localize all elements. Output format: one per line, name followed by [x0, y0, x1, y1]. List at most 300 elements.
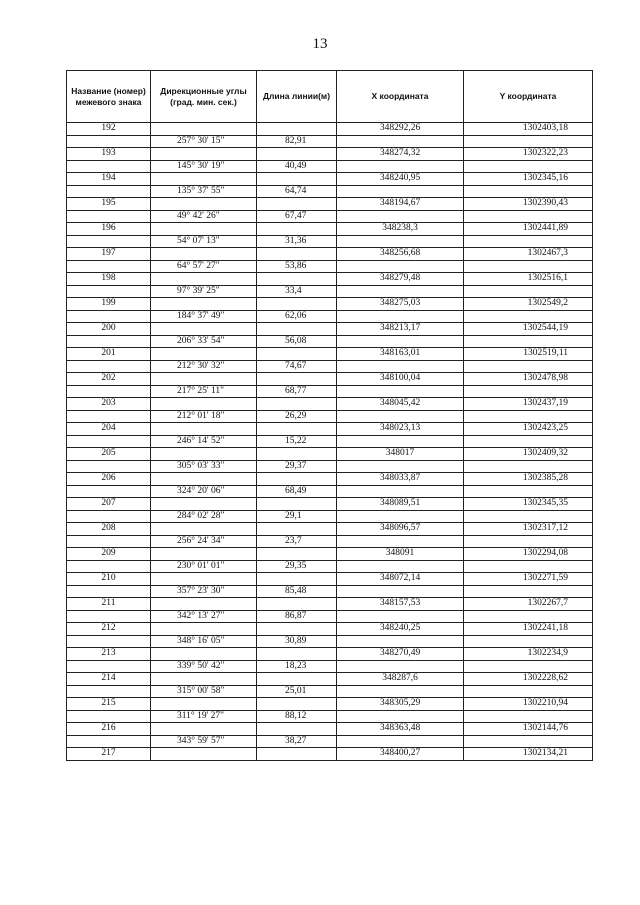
y-coordinate-cell — [464, 285, 593, 298]
bearing-angle-cell — [151, 648, 257, 661]
line-length-cell — [257, 198, 337, 211]
bearing-angle-cell — [151, 573, 257, 586]
table-row — [67, 248, 593, 261]
table-row — [67, 723, 593, 736]
point-name-cell: 199 — [67, 298, 151, 311]
table-row — [67, 173, 593, 186]
table-row — [67, 735, 593, 748]
line-length-cell — [257, 298, 337, 311]
point-name-cell: 203 — [67, 398, 151, 411]
x-coordinate-cell — [337, 485, 464, 498]
x-coordinate-cell: 348292,26 — [337, 123, 464, 136]
line-length-cell — [257, 648, 337, 661]
bearing-angle-cell — [151, 448, 257, 461]
line-length-cell — [257, 673, 337, 686]
x-coordinate-cell: 348163,01 — [337, 348, 464, 361]
line-length-cell — [257, 723, 337, 736]
line-length-cell: 53,86 — [257, 260, 337, 273]
x-coordinate-cell — [337, 260, 464, 273]
y-coordinate-cell — [464, 560, 593, 573]
line-length-cell — [257, 473, 337, 486]
bearing-angle-cell: 230° 01' 01" — [151, 560, 257, 573]
bearing-angle-cell — [151, 348, 257, 361]
point-name-cell: 205 — [67, 448, 151, 461]
x-coordinate-cell — [337, 710, 464, 723]
y-coordinate-cell — [464, 260, 593, 273]
x-coordinate-cell — [337, 135, 464, 148]
point-name-cell: 208 — [67, 523, 151, 536]
point-name-cell — [67, 260, 151, 273]
bearing-angle-cell — [151, 473, 257, 486]
point-name-cell: 207 — [67, 498, 151, 511]
line-length-cell — [257, 323, 337, 336]
x-coordinate-cell: 348270,49 — [337, 648, 464, 661]
x-coordinate-cell: 348194,67 — [337, 198, 464, 211]
x-coordinate-cell — [337, 360, 464, 373]
line-length-cell: 56,08 — [257, 335, 337, 348]
point-name-cell: 200 — [67, 323, 151, 336]
table-row — [67, 285, 593, 298]
y-coordinate-cell — [464, 660, 593, 673]
point-name-cell — [67, 510, 151, 523]
y-coordinate-cell — [464, 585, 593, 598]
y-coordinate-cell — [464, 610, 593, 623]
bearing-angle-cell: 97° 39' 25" — [151, 285, 257, 298]
x-coordinate-cell: 348240,95 — [337, 173, 464, 186]
line-length-cell — [257, 523, 337, 536]
y-coordinate-cell: 1302271,59 — [464, 573, 593, 586]
line-length-cell — [257, 273, 337, 286]
x-coordinate-cell: 348256,68 — [337, 248, 464, 261]
table-row — [67, 498, 593, 511]
table-row — [67, 348, 593, 361]
x-coordinate-cell — [337, 185, 464, 198]
bearing-angle-cell — [151, 323, 257, 336]
bearing-angle-cell — [151, 148, 257, 161]
point-name-cell — [67, 485, 151, 498]
bearing-angle-cell — [151, 223, 257, 236]
point-name-cell — [67, 610, 151, 623]
table-row — [67, 673, 593, 686]
y-coordinate-cell: 1302345,16 — [464, 173, 593, 186]
line-length-cell: 25,01 — [257, 685, 337, 698]
y-coordinate-cell: 1302519,11 — [464, 348, 593, 361]
y-coordinate-cell: 1302345,35 — [464, 498, 593, 511]
point-name-cell: 195 — [67, 198, 151, 211]
bearing-angle-cell: 64° 57' 27" — [151, 260, 257, 273]
bearing-angle-cell — [151, 248, 257, 261]
y-coordinate-cell — [464, 335, 593, 348]
table-row — [67, 485, 593, 498]
bearing-angle-cell: 212° 30' 32" — [151, 360, 257, 373]
page-number: 13 — [312, 36, 328, 52]
y-coordinate-cell: 1302437,19 — [464, 398, 593, 411]
line-length-cell: 18,23 — [257, 660, 337, 673]
point-name-cell — [67, 285, 151, 298]
y-coordinate-cell — [464, 360, 593, 373]
y-coordinate-cell: 1302544,19 — [464, 323, 593, 336]
y-coordinate-cell: 1302228,62 — [464, 673, 593, 686]
x-coordinate-cell — [337, 610, 464, 623]
point-name-cell — [67, 535, 151, 548]
y-coordinate-cell — [464, 510, 593, 523]
bearing-angle-cell: 217° 25' 11" — [151, 385, 257, 398]
table-row — [67, 610, 593, 623]
line-length-cell — [257, 598, 337, 611]
bearing-angle-cell: 257° 30' 15" — [151, 135, 257, 148]
table-row — [67, 510, 593, 523]
line-length-cell — [257, 623, 337, 636]
point-name-cell — [67, 710, 151, 723]
x-coordinate-cell: 348023,13 — [337, 423, 464, 436]
y-coordinate-cell — [464, 385, 593, 398]
line-length-cell: 30,89 — [257, 635, 337, 648]
line-length-cell: 64,74 — [257, 185, 337, 198]
point-name-cell: 204 — [67, 423, 151, 436]
point-name-cell: 192 — [67, 123, 151, 136]
point-name-cell: 197 — [67, 248, 151, 261]
bearing-angle-cell — [151, 748, 257, 761]
table-row — [67, 635, 593, 648]
table-row — [67, 473, 593, 486]
table-row — [67, 448, 593, 461]
line-length-cell: 86,87 — [257, 610, 337, 623]
point-name-cell: 198 — [67, 273, 151, 286]
table-row — [67, 335, 593, 348]
y-coordinate-cell — [464, 160, 593, 173]
point-name-cell: 196 — [67, 223, 151, 236]
x-coordinate-cell — [337, 735, 464, 748]
table-row — [67, 223, 593, 236]
line-length-cell: 40,49 — [257, 160, 337, 173]
table-row — [67, 535, 593, 548]
table-row — [67, 648, 593, 661]
point-name-cell: 194 — [67, 173, 151, 186]
line-length-cell: 62,06 — [257, 310, 337, 323]
x-coordinate-cell — [337, 310, 464, 323]
line-length-cell: 31,36 — [257, 235, 337, 248]
point-name-cell — [67, 735, 151, 748]
bearing-angle-cell — [151, 523, 257, 536]
line-length-cell: 15,22 — [257, 435, 337, 448]
line-length-cell — [257, 423, 337, 436]
bearing-angle-cell — [151, 623, 257, 636]
table-row — [67, 210, 593, 223]
line-length-cell: 33,4 — [257, 285, 337, 298]
boundary-coordinates-table — [66, 70, 593, 761]
y-coordinate-cell — [464, 310, 593, 323]
table-row — [67, 185, 593, 198]
y-coordinate-cell — [464, 135, 593, 148]
point-name-cell: 213 — [67, 648, 151, 661]
y-coordinate-cell: 1302549,2 — [464, 298, 593, 311]
line-length-cell — [257, 373, 337, 386]
point-name-cell — [67, 460, 151, 473]
y-coordinate-cell — [464, 635, 593, 648]
bearing-angle-cell — [151, 498, 257, 511]
point-name-cell — [67, 685, 151, 698]
line-length-cell — [257, 248, 337, 261]
y-coordinate-cell — [464, 235, 593, 248]
line-length-cell — [257, 698, 337, 711]
x-coordinate-cell — [337, 635, 464, 648]
point-name-cell: 209 — [67, 548, 151, 561]
y-coordinate-cell: 1302134,21 — [464, 748, 593, 761]
bearing-angle-cell — [151, 123, 257, 136]
y-coordinate-cell — [464, 685, 593, 698]
point-name-cell: 193 — [67, 148, 151, 161]
line-length-cell — [257, 348, 337, 361]
bearing-angle-cell: 212° 01' 18" — [151, 410, 257, 423]
y-coordinate-cell: 1302516,1 — [464, 273, 593, 286]
x-coordinate-cell — [337, 435, 464, 448]
bearing-angle-cell — [151, 698, 257, 711]
point-name-cell — [67, 435, 151, 448]
bearing-angle-cell — [151, 173, 257, 186]
bearing-angle-cell: 49° 42' 26" — [151, 210, 257, 223]
bearing-angle-cell: 348° 16' 05" — [151, 635, 257, 648]
point-name-cell: 211 — [67, 598, 151, 611]
x-coordinate-cell — [337, 685, 464, 698]
line-length-cell — [257, 748, 337, 761]
table-row — [67, 273, 593, 286]
x-coordinate-cell — [337, 385, 464, 398]
x-coordinate-cell: 348017 — [337, 448, 464, 461]
point-name-cell — [67, 335, 151, 348]
point-name-cell — [67, 385, 151, 398]
table-row — [67, 123, 593, 136]
table-row — [67, 235, 593, 248]
line-length-cell: 23,7 — [257, 535, 337, 548]
line-length-cell — [257, 223, 337, 236]
point-name-cell — [67, 310, 151, 323]
y-coordinate-cell: 1302478,98 — [464, 373, 593, 386]
x-coordinate-cell: 348157,53 — [337, 598, 464, 611]
table-row — [67, 298, 593, 311]
table-row — [67, 710, 593, 723]
x-coordinate-cell — [337, 160, 464, 173]
point-name-cell — [67, 210, 151, 223]
bearing-angle-cell: 315° 00' 58" — [151, 685, 257, 698]
x-coordinate-cell: 348275,03 — [337, 298, 464, 311]
y-coordinate-cell: 1302409,32 — [464, 448, 593, 461]
line-length-cell — [257, 148, 337, 161]
point-name-cell: 201 — [67, 348, 151, 361]
x-coordinate-cell: 348287,6 — [337, 673, 464, 686]
y-coordinate-cell: 1302467,3 — [464, 248, 593, 261]
bearing-angle-cell — [151, 373, 257, 386]
x-coordinate-cell — [337, 660, 464, 673]
y-coordinate-cell: 1302267,7 — [464, 598, 593, 611]
line-length-cell: 74,67 — [257, 360, 337, 373]
table-row — [67, 685, 593, 698]
x-coordinate-cell — [337, 510, 464, 523]
bearing-angle-cell: 305° 03' 33" — [151, 460, 257, 473]
table-row — [67, 598, 593, 611]
y-coordinate-cell: 1302234,9 — [464, 648, 593, 661]
y-coordinate-cell: 1302144,76 — [464, 723, 593, 736]
bearing-angle-cell: 343° 59' 57" — [151, 735, 257, 748]
y-coordinate-cell — [464, 460, 593, 473]
bearing-angle-cell — [151, 298, 257, 311]
table-row — [67, 623, 593, 636]
table-row — [67, 548, 593, 561]
table-row — [67, 698, 593, 711]
x-coordinate-cell: 348213,17 — [337, 323, 464, 336]
header-y-coordinate: Y координата — [464, 71, 593, 123]
y-coordinate-cell: 1302322,23 — [464, 148, 593, 161]
point-name-cell: 202 — [67, 373, 151, 386]
bearing-angle-cell: 339° 50' 42" — [151, 660, 257, 673]
table-body — [67, 123, 593, 761]
line-length-cell: 67,47 — [257, 210, 337, 223]
point-name-cell — [67, 660, 151, 673]
point-name-cell — [67, 360, 151, 373]
line-length-cell — [257, 573, 337, 586]
table-row — [67, 435, 593, 448]
table-row — [67, 410, 593, 423]
y-coordinate-cell: 1302441,89 — [464, 223, 593, 236]
point-name-cell — [67, 410, 151, 423]
table-row — [67, 573, 593, 586]
line-length-cell: 29,1 — [257, 510, 337, 523]
line-length-cell — [257, 398, 337, 411]
x-coordinate-cell: 348400,27 — [337, 748, 464, 761]
x-coordinate-cell: 348033,87 — [337, 473, 464, 486]
bearing-angle-cell: 324° 20' 06" — [151, 485, 257, 498]
x-coordinate-cell: 348091 — [337, 548, 464, 561]
line-length-cell: 82,91 — [257, 135, 337, 148]
y-coordinate-cell: 1302294,08 — [464, 548, 593, 561]
bearing-angle-cell — [151, 398, 257, 411]
table-row — [67, 310, 593, 323]
x-coordinate-cell — [337, 410, 464, 423]
x-coordinate-cell: 348096,57 — [337, 523, 464, 536]
point-name-cell: 215 — [67, 698, 151, 711]
line-length-cell: 88,12 — [257, 710, 337, 723]
table-row — [67, 160, 593, 173]
table-row — [67, 523, 593, 536]
point-name-cell — [67, 560, 151, 573]
line-length-cell: 68,77 — [257, 385, 337, 398]
y-coordinate-cell: 1302317,12 — [464, 523, 593, 536]
bearing-angle-cell — [151, 198, 257, 211]
y-coordinate-cell — [464, 435, 593, 448]
bearing-angle-cell: 135° 37' 55" — [151, 185, 257, 198]
x-coordinate-cell: 348274,32 — [337, 148, 464, 161]
point-name-cell — [67, 585, 151, 598]
x-coordinate-cell — [337, 210, 464, 223]
table-row — [67, 460, 593, 473]
y-coordinate-cell — [464, 735, 593, 748]
x-coordinate-cell: 348045,42 — [337, 398, 464, 411]
y-coordinate-cell — [464, 185, 593, 198]
point-name-cell — [67, 635, 151, 648]
bearing-angle-cell: 342° 13' 27" — [151, 610, 257, 623]
table-row — [67, 385, 593, 398]
x-coordinate-cell: 348072,14 — [337, 573, 464, 586]
x-coordinate-cell — [337, 535, 464, 548]
x-coordinate-cell: 348238,3 — [337, 223, 464, 236]
line-length-cell — [257, 448, 337, 461]
table-header-row — [67, 71, 593, 123]
x-coordinate-cell — [337, 235, 464, 248]
bearing-angle-cell — [151, 423, 257, 436]
y-coordinate-cell — [464, 410, 593, 423]
point-name-cell: 217 — [67, 748, 151, 761]
table-row — [67, 260, 593, 273]
y-coordinate-cell: 1302403,18 — [464, 123, 593, 136]
line-length-cell: 29,37 — [257, 460, 337, 473]
point-name-cell: 206 — [67, 473, 151, 486]
line-length-cell: 38,27 — [257, 735, 337, 748]
bearing-angle-cell: 311° 19' 27" — [151, 710, 257, 723]
x-coordinate-cell: 348100,04 — [337, 373, 464, 386]
bearing-angle-cell: 246° 14' 52" — [151, 435, 257, 448]
point-name-cell: 210 — [67, 573, 151, 586]
point-name-cell — [67, 185, 151, 198]
table-row — [67, 373, 593, 386]
bearing-angle-cell — [151, 273, 257, 286]
bearing-angle-cell: 145° 30' 19" — [151, 160, 257, 173]
x-coordinate-cell — [337, 285, 464, 298]
line-length-cell: 29,35 — [257, 560, 337, 573]
bearing-angle-cell — [151, 598, 257, 611]
line-length-cell — [257, 173, 337, 186]
y-coordinate-cell: 1302210,94 — [464, 698, 593, 711]
header-line-length: Длина линии(м) — [257, 71, 337, 123]
x-coordinate-cell — [337, 460, 464, 473]
point-name-cell — [67, 160, 151, 173]
x-coordinate-cell: 348240,25 — [337, 623, 464, 636]
bearing-angle-cell — [151, 548, 257, 561]
x-coordinate-cell — [337, 560, 464, 573]
bearing-angle-cell: 206° 33' 54" — [151, 335, 257, 348]
bearing-angle-cell — [151, 673, 257, 686]
point-name-cell — [67, 235, 151, 248]
table-row — [67, 323, 593, 336]
header-bearing-angle: Дирекционные углы (град. мин. сек.) — [151, 71, 257, 123]
line-length-cell: 68,49 — [257, 485, 337, 498]
y-coordinate-cell — [464, 485, 593, 498]
table-row — [67, 423, 593, 436]
point-name-cell: 212 — [67, 623, 151, 636]
x-coordinate-cell: 348305,29 — [337, 698, 464, 711]
table-row — [67, 135, 593, 148]
x-coordinate-cell — [337, 335, 464, 348]
x-coordinate-cell: 348279,48 — [337, 273, 464, 286]
bearing-angle-cell: 54° 07' 13" — [151, 235, 257, 248]
y-coordinate-cell: 1302423,25 — [464, 423, 593, 436]
line-length-cell — [257, 498, 337, 511]
point-name-cell — [67, 135, 151, 148]
table-row — [67, 660, 593, 673]
line-length-cell: 85,48 — [257, 585, 337, 598]
y-coordinate-cell: 1302385,28 — [464, 473, 593, 486]
y-coordinate-cell — [464, 710, 593, 723]
point-name-cell: 214 — [67, 673, 151, 686]
bearing-angle-cell: 256° 24' 34" — [151, 535, 257, 548]
header-point-name: Название (номер) межевого знака — [67, 71, 151, 123]
header-x-coordinate: X координата — [337, 71, 464, 123]
y-coordinate-cell — [464, 210, 593, 223]
y-coordinate-cell: 1302241,18 — [464, 623, 593, 636]
table-row — [67, 748, 593, 761]
x-coordinate-cell — [337, 585, 464, 598]
x-coordinate-cell: 348363,48 — [337, 723, 464, 736]
bearing-angle-cell: 284° 02' 28" — [151, 510, 257, 523]
line-length-cell — [257, 548, 337, 561]
